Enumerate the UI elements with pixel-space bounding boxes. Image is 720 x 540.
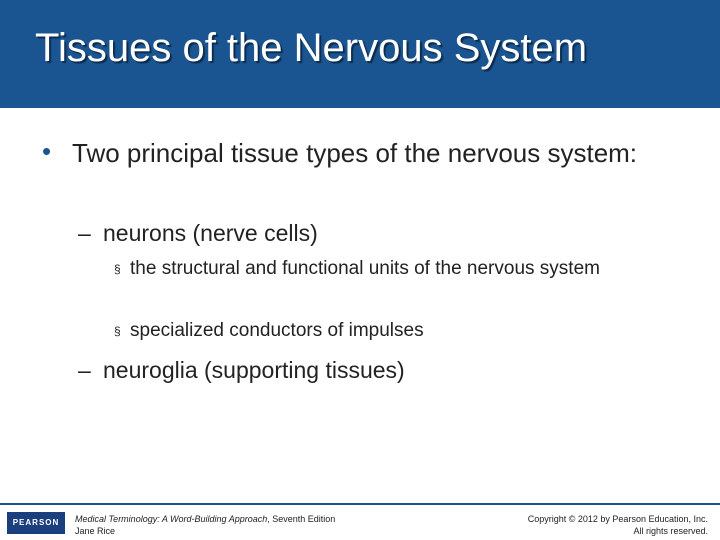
- book-line: [75, 513, 335, 525]
- sub-bullet-marker: –: [78, 220, 91, 246]
- book-edition: , Seventh Edition: [267, 514, 336, 524]
- sub-bullet-neurons: neurons (nerve cells): [103, 220, 318, 246]
- slide-title: Tissues of the Nervous System: [35, 26, 588, 70]
- footer-copyright: [528, 513, 708, 537]
- book-title: Medical Terminology: A Word-Building Approach: [75, 514, 268, 524]
- sub-bullet-neuroglia: neuroglia (supporting tissues): [103, 357, 405, 383]
- main-bullet-marker: •: [42, 136, 52, 166]
- footer-book-info: [75, 513, 335, 537]
- main-bullet-text: Two principal tissue types of the nervous system:: [72, 138, 638, 168]
- pearson-logo: PEARSON: [7, 512, 65, 534]
- neurons-point-1: the structural and functional units of the nervous system: [130, 258, 600, 279]
- sub-bullet-marker: –: [78, 357, 91, 383]
- item-marker: §: [114, 324, 121, 338]
- rights-text: All rights reserved.: [633, 526, 708, 536]
- copyright-text: Copyright © 2012 by Pearson Education, Inc.: [527, 514, 708, 524]
- item-marker: §: [114, 262, 121, 276]
- book-author: Jane Rice: [75, 526, 116, 536]
- footer-divider: [0, 503, 720, 505]
- neurons-point-2: specialized conductors of impulses: [130, 320, 424, 341]
